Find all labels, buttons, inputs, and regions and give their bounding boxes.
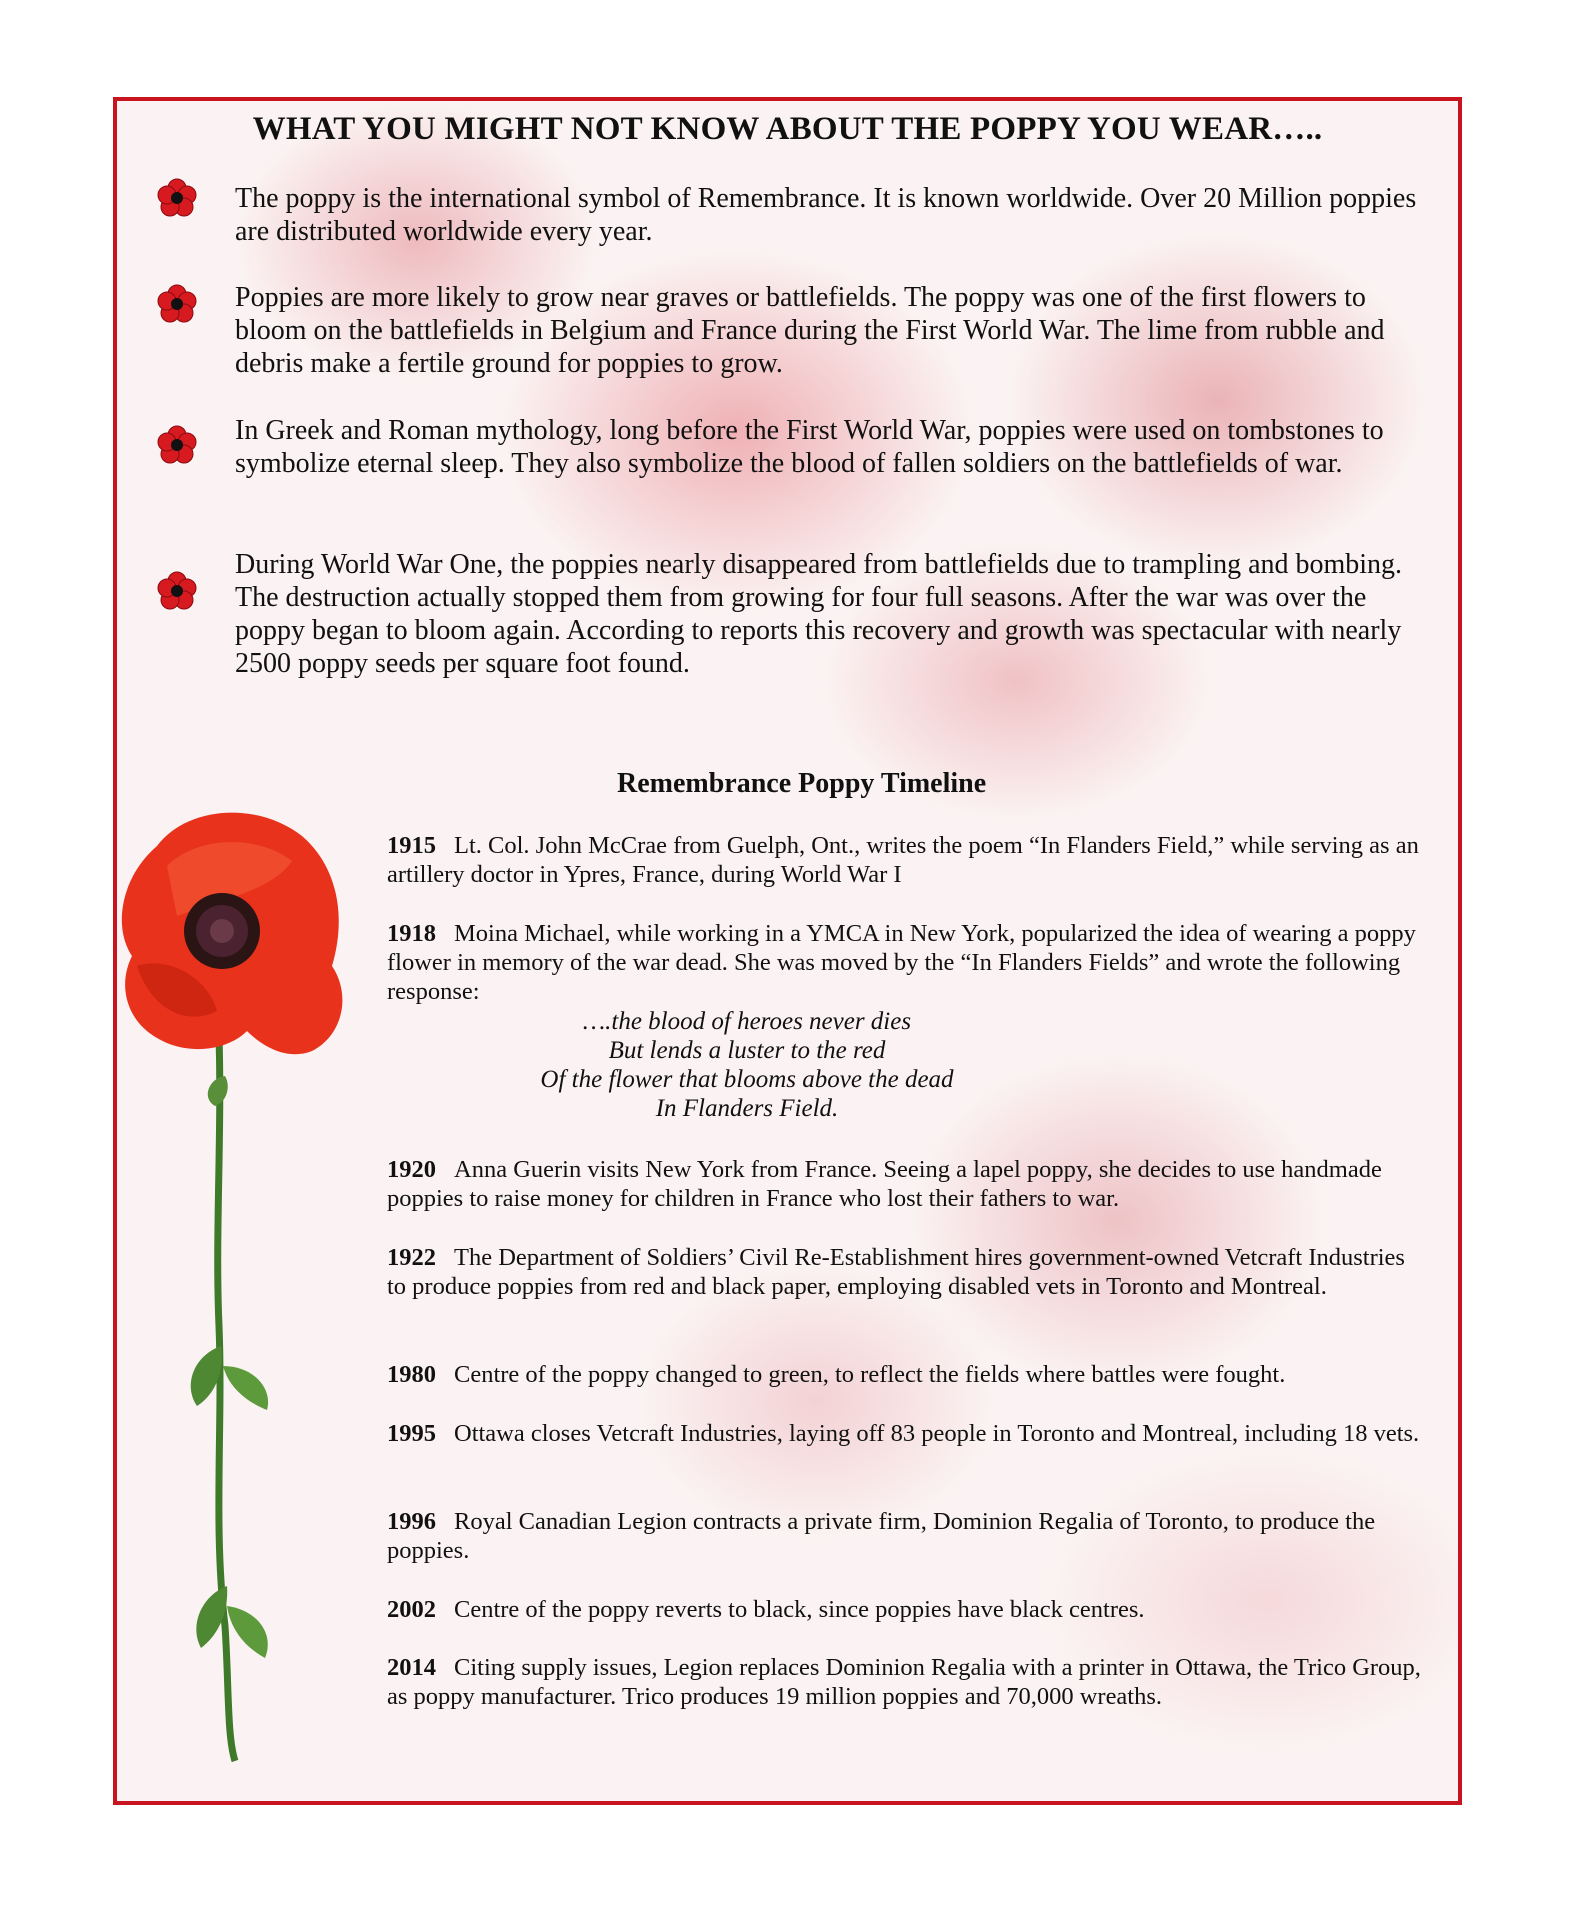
poppy-bullet-icon xyxy=(157,178,197,218)
timeline-entry xyxy=(387,1360,1427,1389)
page-title: WHAT YOU MIGHT NOT KNOW ABOUT THE POPPY YOU WEAR….. xyxy=(252,111,1323,147)
verse-line: ….the blood of heroes never dies xyxy=(582,1008,912,1035)
timeline-year: 1920 xyxy=(387,1156,436,1183)
fact-paragraph: In Greek and Roman mythology, long before the First World War, poppies were used on tombstones to symbolize eternal sleep. They also symbolize the blood of fallen soldiers on the battlefields of war. xyxy=(235,415,1384,479)
timeline-entry xyxy=(387,1595,1427,1624)
timeline-entry xyxy=(387,831,1427,889)
timeline-entry xyxy=(387,1243,1427,1301)
fact-paragraph: During World War One, the poppies nearly disappeared from battlefields due to trampling and bombing. The destruction actually stopped them from growing for four full seasons. After the war was over the poppy began to bloom again. According to reports this recovery and growth was spectacular with nearly 2500 poppy seeds per square foot found. xyxy=(235,549,1403,679)
timeline-heading: Remembrance Poppy Timeline xyxy=(617,768,987,799)
poppy-bullet-icon xyxy=(157,284,197,324)
poppy-bullet-icon xyxy=(157,425,197,465)
timeline-entry xyxy=(387,1155,1427,1213)
timeline-text: Anna Guerin visits New York from France. Seeing a lapel poppy, she decides to use handmade poppies to raise money for children in France who lost their fathers to war. xyxy=(387,1156,1382,1212)
timeline-text: Lt. Col. John McCrae from Guelph, Ont., writes the poem “In Flanders Field,” while serving as an artillery doctor in Ypres, France, during World War I xyxy=(387,832,1419,888)
timeline-year: 2014 xyxy=(387,1654,436,1681)
timeline-entry xyxy=(387,919,1427,1006)
timeline-text: Centre of the poppy reverts to black, since poppies have black centres. xyxy=(454,1596,1145,1623)
timeline-year: 2002 xyxy=(387,1596,436,1623)
timeline-year: 1918 xyxy=(387,920,436,947)
timeline-text: Royal Canadian Legion contracts a private firm, Dominion Regalia of Toronto, to produce the poppies. xyxy=(387,1508,1376,1564)
verse-line: In Flanders Field. xyxy=(655,1095,839,1122)
fact-paragraph: Poppies are more likely to grow near graves or battlefields. The poppy was one of the first flowers to bloom on the battlefields in Belgium and France during the First World War. The lime from rubble and debris make a fertile ground for poppies to grow. xyxy=(235,282,1385,379)
page-frame xyxy=(113,97,1462,1805)
timeline-text: Citing supply issues, Legion replaces Dominion Regalia with a printer in Ottawa, the Trico Group, as poppy manufacturer. Trico produces 19 million poppies and 70,000 wreaths. xyxy=(387,1654,1421,1710)
timeline-year: 1915 xyxy=(387,832,436,859)
timeline-text: Ottawa closes Vetcraft Industries, laying off 83 people in Toronto and Montreal, including 18 vets. xyxy=(454,1420,1420,1447)
timeline-year: 1980 xyxy=(387,1361,436,1388)
timeline-year: 1996 xyxy=(387,1508,436,1535)
timeline-entry xyxy=(387,1419,1427,1448)
fact-paragraph: The poppy is the international symbol of Remembrance. It is known worldwide. Over 20 Million poppies are distributed worldwide every year. xyxy=(235,183,1417,247)
timeline-text: Moina Michael, while working in a YMCA in New York, popularized the idea of wearing a poppy flower in memory of the war dead. She was moved by the “In Flanders Fields” and wrote the following response: xyxy=(387,920,1416,1005)
timeline-entry xyxy=(387,1653,1427,1711)
verse-line: But lends a luster to the red xyxy=(608,1037,886,1064)
timeline-year: 1995 xyxy=(387,1420,436,1447)
verse-line: Of the flower that blooms above the dead xyxy=(540,1066,954,1093)
poppy-bullet-icon xyxy=(157,571,197,611)
timeline-text: Centre of the poppy changed to green, to reflect the fields where battles were fought. xyxy=(454,1361,1286,1388)
timeline-entry xyxy=(387,1507,1427,1565)
poppy-flower-icon xyxy=(113,806,367,1766)
timeline-text: The Department of Soldiers’ Civil Re-Establishment hires government-owned Vetcraft Industries to produce poppies from red and black paper, employing disabled vets in Toronto and Montreal. xyxy=(387,1244,1405,1300)
timeline-year: 1922 xyxy=(387,1244,436,1271)
